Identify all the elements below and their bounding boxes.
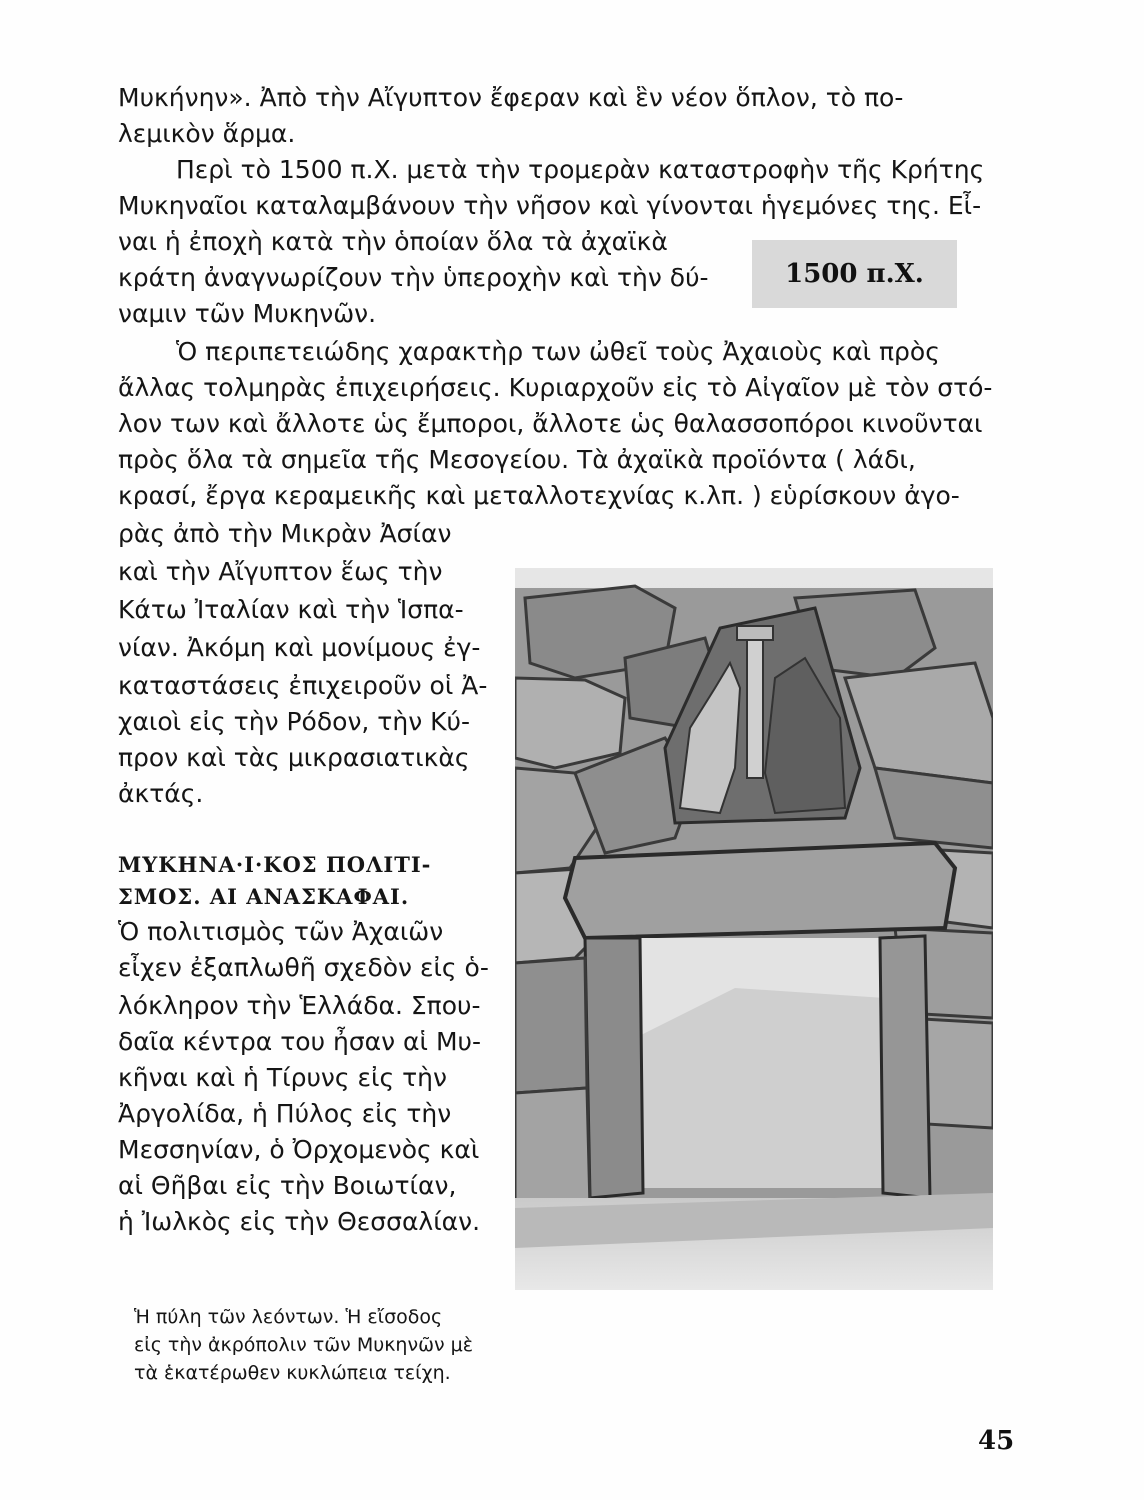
section-heading: ΜΥΚΗΝΑ·Ι·ΚΟΣ ΠΟΛΙΤΙ- — [118, 852, 432, 877]
text-line: Περὶ τὸ 1500 π.Χ. μετὰ τὴν τρομερὰν καταστροφὴν τῆς Κρήτης — [176, 155, 985, 184]
text-line: Μυκήνην». Ἀπὸ τὴν Αἴγυπτον ἔφεραν καὶ ἓν νέον ὅπλον, τὸ πο- — [118, 83, 904, 112]
text-line: ἀκτάς. — [118, 779, 204, 808]
section-heading: ΣΜΟΣ. ΑΙ ΑΝΑΣΚΑΦΑΙ. — [118, 884, 410, 909]
text-line: Ἀργολίδα, ἡ Πύλος εἰς τὴν — [118, 1099, 452, 1128]
text-line: εἶχεν ἐξαπλωθῆ σχεδὸν εἰς ὁ- — [118, 953, 489, 982]
date-sidebar-box — [752, 240, 957, 308]
text-line: δαῖα κέντρα του ἦσαν αἱ Μυ- — [118, 1027, 482, 1056]
text-line: λεμικὸν ἅρμα. — [118, 119, 296, 148]
page-number: 45 — [978, 1426, 1015, 1456]
text-line: πρὸς ὅλα τὰ σημεῖα τῆς Μεσογείου. Τὰ ἀχαϊκὰ προϊόντα ( λάδι, — [118, 445, 916, 474]
text-line: Μυκηναῖοι καταλαμβάνουν τὴν νῆσον καὶ γίνονται ἡγεμόνες της. Εἶ- — [118, 191, 982, 220]
text-line: νίαν. Ἀκόμη καὶ μονίμους ἐγ- — [118, 633, 481, 662]
text-line: ρὰς ἀπὸ τὴν Μικρὰν Ἀσίαν — [118, 519, 452, 548]
text-line: ναι ἡ ἐποχὴ κατὰ τὴν ὁποίαν ὅλα τὰ ἀχαϊκὰ — [118, 227, 668, 256]
text-line: λον των καὶ ἄλλοτε ὡς ἔμποροι, ἄλλοτε ὡς θαλασσοπόροι κινοῦνται — [118, 409, 983, 438]
text-line: Κάτω Ἰταλίαν καὶ τὴν Ἱσπα- — [118, 595, 464, 624]
text-line: κρασί, ἔργα κεραμεικῆς καὶ μεταλλοτεχνίας κ.λπ. ) εὑρίσκουν ἀγο- — [118, 481, 960, 510]
text-line: λόκληρον τὴν Ἑλλάδα. Σπου- — [118, 991, 481, 1020]
text-line: προν καὶ τὰς μικρασιατικὰς — [118, 743, 470, 772]
text-line: ἡ Ἰωλκὸς εἰς τὴν Θεσσαλίαν. — [118, 1207, 481, 1236]
text-line: καταστάσεις ἐπιχειροῦν οἱ Ἀ- — [118, 671, 488, 700]
text-line: Ὁ πολιτισμὸς τῶν Ἀχαιῶν — [118, 917, 444, 946]
photo-caption-line: εἰς τὴν ἀκρόπολιν τῶν Μυκηνῶν μὲ — [134, 1334, 473, 1356]
text-line: Ὁ περιπετειώδης χαρακτὴρ των ὠθεῖ τοὺς Ἀχαιοὺς καὶ πρὸς — [176, 337, 940, 366]
text-line: κῆναι καὶ ἡ Τίρυνς εἰς τὴν — [118, 1063, 447, 1092]
photo-caption-line: τὰ ἑκατέρωθεν κυκλώπεια τείχη. — [134, 1362, 451, 1384]
text-line: καὶ τὴν Αἴγυπτον ἕως τὴν — [118, 557, 443, 586]
text-line: Μεσσηνίαν, ὁ Ὀρχομενὸς καὶ — [118, 1135, 480, 1164]
date-label: 1500 π.Χ. — [785, 259, 924, 289]
text-line: κράτη ἀναγνωρίζουν τὴν ὑπεροχὴν καὶ τὴν δύ- — [118, 263, 709, 292]
photo-caption-line: Ἡ πύλη τῶν λεόντων. Ἡ εἴσοδος — [134, 1306, 443, 1328]
text-line: χαιοὶ εἰς τὴν Ρόδον, τὴν Κύ- — [118, 707, 470, 736]
lion-gate-photo — [515, 568, 993, 1290]
text-line: αἱ Θῆβαι εἰς τὴν Βοιωτίαν, — [118, 1171, 457, 1200]
text-line: ναμιν τῶν Μυκηνῶν. — [118, 299, 377, 328]
text-line: ἄλλας τολμηρὰς ἐπιχειρήσεις. Κυριαρχοῦν εἰς τὸ Αἰγαῖον μὲ τὸν στό- — [118, 373, 993, 402]
